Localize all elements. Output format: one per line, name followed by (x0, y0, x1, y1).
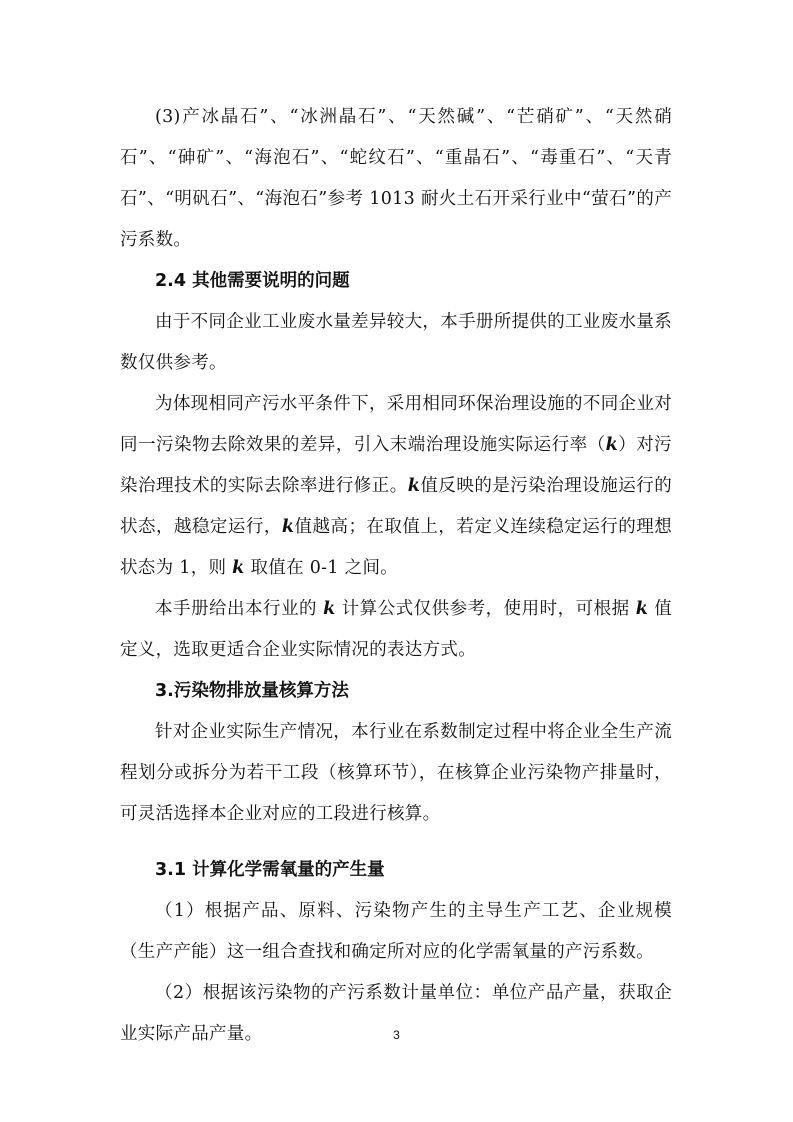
text-span: 值反映的是污染治理设施运行的状态，越稳定运行， (120, 476, 672, 537)
section-heading-2-4: 2.4 其他需要说明的问题 (155, 271, 350, 291)
section-heading-3-1: 3.1 计算化学需氧量的产生量 (155, 860, 385, 880)
paragraph-step-1: （1）根据产品、原料、污染物产生的主导生产工艺、企业规模（生产产能）这一组合查找和确定所对应的化学需氧量的产污系数。 (120, 901, 672, 962)
k-symbol: k (635, 599, 649, 619)
page-body (120, 97, 672, 1055)
paragraph-step-2: （2）根据该污染物的产污系数计量单位：单位产品产量，获取企业实际产品产量。 (120, 983, 672, 1044)
k-symbol: k (232, 558, 245, 578)
text-span: 本手册给出本行业的 (155, 599, 324, 619)
text-span: 为体现相同产污水平条件下，采用相同环保治理设施的不同企业对同一污染物去除效果的差异，引入末端治理设施实际运行率（ (120, 394, 672, 455)
paragraph-k-definition (120, 384, 672, 589)
text-span: 取值在 0-1 之间。 (244, 558, 399, 578)
paragraph-mineral-list: (3)产冰晶石”、“冰洲晶石”、“天然碱”、“芒硝矿”、“天然硝石”、“砷矿”、“海泡石”、“蛇纹石”、“重晶石”、“毒重石”、“天青石”、“明矾石”、“海泡石”参考 1013 耐火土石开采行业中“萤石”的产污系数。 (120, 107, 672, 250)
section-heading-3: 3.污染物排放量核算方法 (155, 681, 349, 701)
k-symbol: k (605, 435, 619, 455)
k-symbol: k (281, 517, 295, 537)
text-span: 计算公式仅供参考，使用时，可根据 (335, 599, 636, 619)
page-number: 3 (393, 1028, 400, 1042)
paragraph-accounting-method: 针对企业实际生产情况，本行业在系数制定过程中将企业全生产流程划分或拆分为若干工段（核算环节），在核算企业污染物产排量时，可灵活选择本企业对应的工段进行核算。 (120, 722, 672, 824)
text-span: ）对污染治理技术的实际去除率进行修正。 (120, 435, 672, 496)
text-span: 值越高；在取值上，若定义连续稳定运行的理想状态为 1，则 (120, 517, 672, 578)
k-symbol: k (407, 476, 421, 496)
paragraph-wastewater-note: 由于不同企业工业废水量差异较大，本手册所提供的工业废水量系数仅供参考。 (120, 312, 672, 373)
paragraph-k-formula-note (120, 589, 672, 671)
text-span: 值定义，选取更适合企业实际情况的表达方式。 (120, 599, 673, 660)
k-symbol: k (323, 599, 336, 619)
